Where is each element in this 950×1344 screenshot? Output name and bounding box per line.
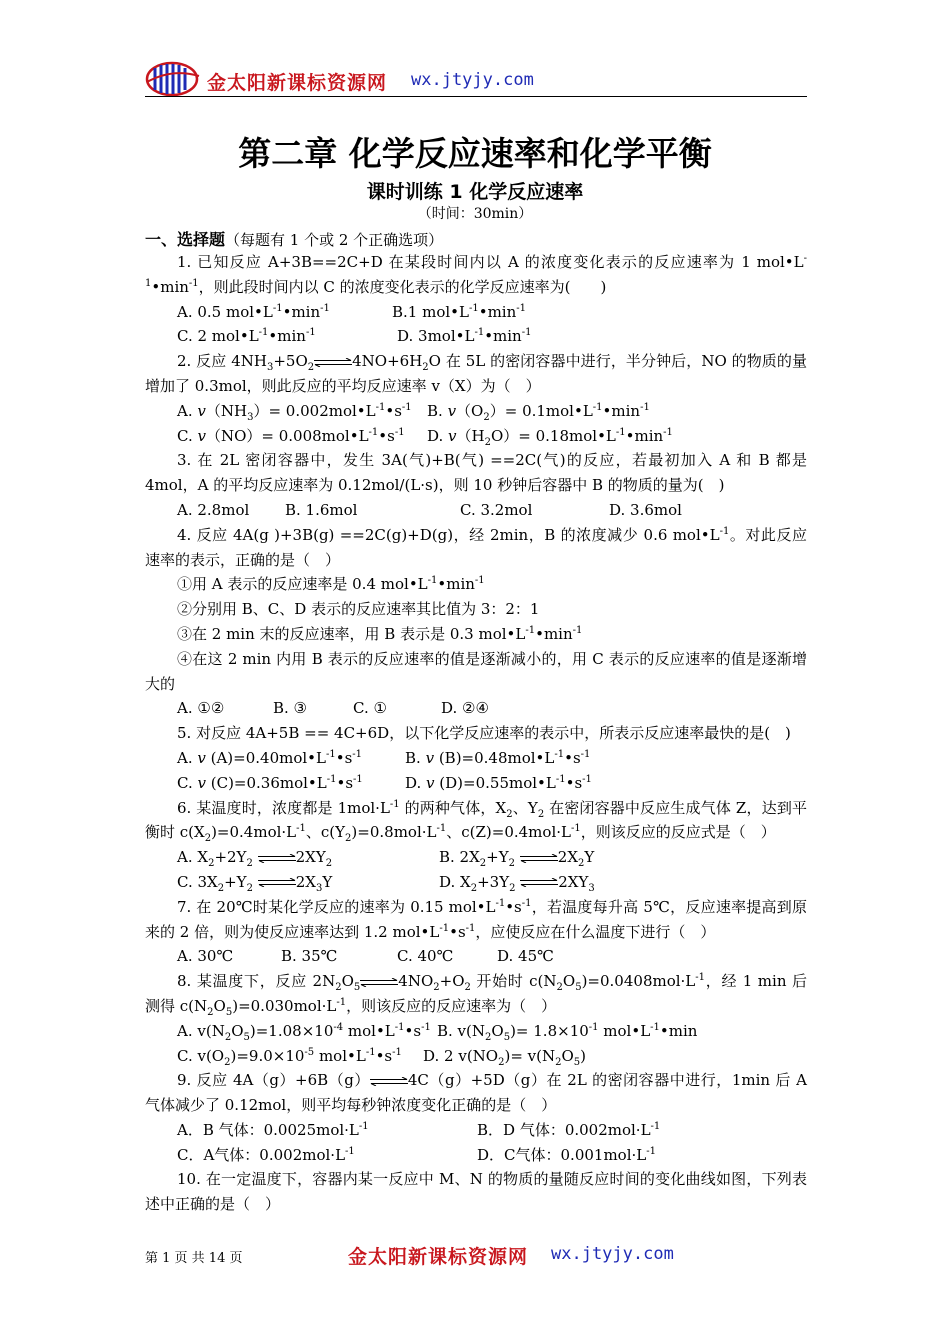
reversible-arrow-icon — [258, 854, 296, 863]
statement-4-4: ④在这 2 min 内用 B 表示的反应速率的值是逐渐减小的，用 C 表示的反应速率的值是逐渐增大的 — [145, 649, 807, 693]
section-heading: 一、选择题（每题有 1 个或 2 个正确选项） — [145, 230, 444, 249]
statement-4-2: ②分别用 B、C、D 表示的反应速率其比值为 3：2：1 — [177, 600, 540, 619]
options-4: A. ①② B. ③ C. ① D. ②④ — [177, 699, 489, 718]
options-1b: C. 2 $mol•L^{-1}•\min^{-1}$ D. $3mol•L^{-1}•\min^{-1}$ — [177, 327, 532, 346]
header-brand: 金太阳新课标资源网 — [207, 72, 388, 94]
logo-icon — [145, 60, 203, 98]
reversible-arrow-icon — [360, 978, 398, 987]
question-3: 3. 在 2L 密闭容器中，发生 3A(气)+B(气) ==2C(气)的反应，若最初加入 A 和 B 都是 4mol，A 的平均反应速率为 0.12mol/(L·s)，则 10 秒钟后容器中 B 的物质的量为( ) — [145, 451, 807, 495]
question-1: 1. 已知反应 A+3B==2C+D 在某段时间内以 A 的浓度变化表示的反应速率为 1 $mol•L^{-1}•\min^{-1}$，则此段时间内以 C 的浓度变化表示的化学反应速率为( ) — [145, 253, 807, 296]
page-subtitle: 课时训练 1 化学反应速率 — [366, 181, 584, 203]
question-5: 5. 对反应 4A+5B == 4C+6D，以下化学反应速率的表示中，所表示反应速率最快的是( ) — [177, 724, 791, 743]
options-3: A. 2.8mol B. 1.6mol C. 3.2mol D. 3.6mol — [177, 500, 682, 519]
page-title: 第二章 化学反应速率和化学平衡 — [238, 134, 712, 173]
question-6: 6. 某温度时，浓度都是 $1mol\cdot L^{-1}$ 的两种气体，$X_2$、$Y_2$ 在密闭容器中反应生成气体 Z，达到平衡时 $c(X_2)=0.4mol\cdot L^{-1}$、$c(Y_2)=0.8mol\cdot L^{-1}$、$c(Z)=0.4mol\cdot L^{-1}$，则该反应的反应式是（ ） — [145, 798, 807, 845]
reversible-arrow-icon — [258, 878, 296, 887]
reversible-arrow-icon — [520, 854, 558, 863]
question-10: 10. 在一定温度下，容器内某一反应中 M、N 的物质的量随反应时间的变化曲线如图，下列表述中正确的是（ ） — [145, 1170, 807, 1214]
questions — [145, 250, 807, 1217]
options-5b: C. v $(C)=0.36mol•L^{-1}•s^{-1}$ D. v $(D)=0.55mol•L^{-1}•s^{-1}$ — [177, 773, 592, 792]
page-header — [145, 60, 807, 98]
header-url[interactable]: wx.jtyjy.com — [411, 70, 534, 90]
question-8: 8. 某温度下，反应 $2N_2O_5$ $4NO_2+O_2$ 开始时 $c(N_2O_5)=0.0408mol\cdot L^{-1}$，经 1 min 后测得 $c(N_2O_5)=0.030mol\cdot L^{-1}$，则该反应的反应速率为（ ） — [145, 972, 808, 1018]
statement-4-1: ①用 A 表示的反应速率是 0.4 $mol•L^{-1}•\min^{-1}$ — [177, 575, 485, 594]
reversible-arrow-icon — [314, 358, 352, 367]
header-divider — [145, 96, 807, 97]
options-2b: C. $v(NO)= 0.008mol•L^{-1}•s^{-1}$ D. $v(H_2O)=$ $0.18mol•L^{-1}•\min^{-1}$ — [177, 426, 673, 448]
options-2a: A. $v(NH_3)=$ $0.002mol•L^{-1}•s^{-1}$ B. $v(O_2)=$ $0.1mol•L^{-1}•\min^{-1}$ — [177, 401, 650, 423]
page-number: 第 1 页 共 14 页 — [145, 1251, 243, 1266]
options-8a: A. $v(N_2O_5)=1.08\times 10^{-4}$ $mol•L^{-1}•s^{-1}$ B. $v(N_2O_5)= 1.8\times 10^{-1}$ $mol•L^{-1}•\min$ — [177, 1021, 698, 1043]
options-7: A. 30℃ B. 35℃ C. 40℃ D. 45℃ — [177, 947, 554, 966]
footer-url[interactable]: wx.jtyjy.com — [551, 1244, 674, 1264]
options-8b: C. $v(O_2)=9.0\times 10^{-5}$ $mol•L^{-1}•s^{-1}$ D. 2 $v(NO_2)= v(N_2O_5)$ — [177, 1046, 587, 1068]
reversible-arrow-icon — [520, 878, 558, 887]
page-footer — [145, 1242, 807, 1272]
footer-brand: 金太阳新课标资源网 — [348, 1246, 529, 1268]
question-9: 9. 反应 4A（g）+6B（g） 4C（g）+5D（g）在 2L 的密闭容器中进行，1min 后 A 气体减少了 0.12mol，则平均每秒钟浓度变化正确的是（ ） — [145, 1071, 807, 1115]
options-6a: A. $X_2+2Y_2$ $2XY_2$ B. $2X_2+Y_2$ $2X_2Y$ — [177, 848, 595, 870]
time-limit: （时间：30min） — [417, 206, 533, 222]
reversible-arrow-icon — [370, 1077, 408, 1086]
options-1a: A. 0.5 $mol•L^{-1}•\min^{-1}$ B.1 $mol•L^{-1}•\min^{-1}$ — [177, 302, 526, 321]
options-9b: C．A气体：$0.002mol\cdot L^{-1}$ D．C气体：$0.001mol\cdot L^{-1}$ — [177, 1145, 656, 1164]
options-9a: A．B 气体：$0.0025mol\cdot L^{-1}$ B．D 气体：$0.002mol\cdot L^{-1}$ — [177, 1120, 661, 1139]
question-2: 2. 反应 $4NH_3+5O_2$ $4NO+6H_2O$ 在 5L 的密闭容器中进行，半分钟后，NO 的物质的量增加了 0.3mol，则此反应的平均反应速率 v（X）为（ ） — [145, 352, 807, 395]
question-4: 4. 反应 4A(g )+3B(g) ==2C(g)+D(g)，经 2min，B 的浓度减少 0.6 $mol•L^{-1}$。对此反应速率的表示，正确的是（ ） — [145, 525, 807, 569]
options-5a: A. v $(A)=0.40mol•L^{-1}•s^{-1}$ B. v $(B)=0.48mol•L^{-1}•s^{-1}$ — [177, 748, 591, 767]
statement-4-3: ③在 2 min 末的反应速率，用 B 表示是 0.3 $mol•L^{-1}•\min^{-1}$ — [177, 624, 583, 643]
options-6b: C. $3X_2+Y_2$ $2X_3Y$ D. $X_2+3Y_2$ $2XY_3$ — [177, 872, 595, 894]
question-7: 7. 在 20℃时某化学反应的速率为 0.15 $mol•L^{-1}•s^{-1}$，若温度每升高 5℃，反应速率提高到原来的 2 倍，则为使反应速率达到 1.2 $mol•L^{-1}•s^{-1}$，应使反应在什么温度下进行（ ） — [145, 897, 807, 941]
